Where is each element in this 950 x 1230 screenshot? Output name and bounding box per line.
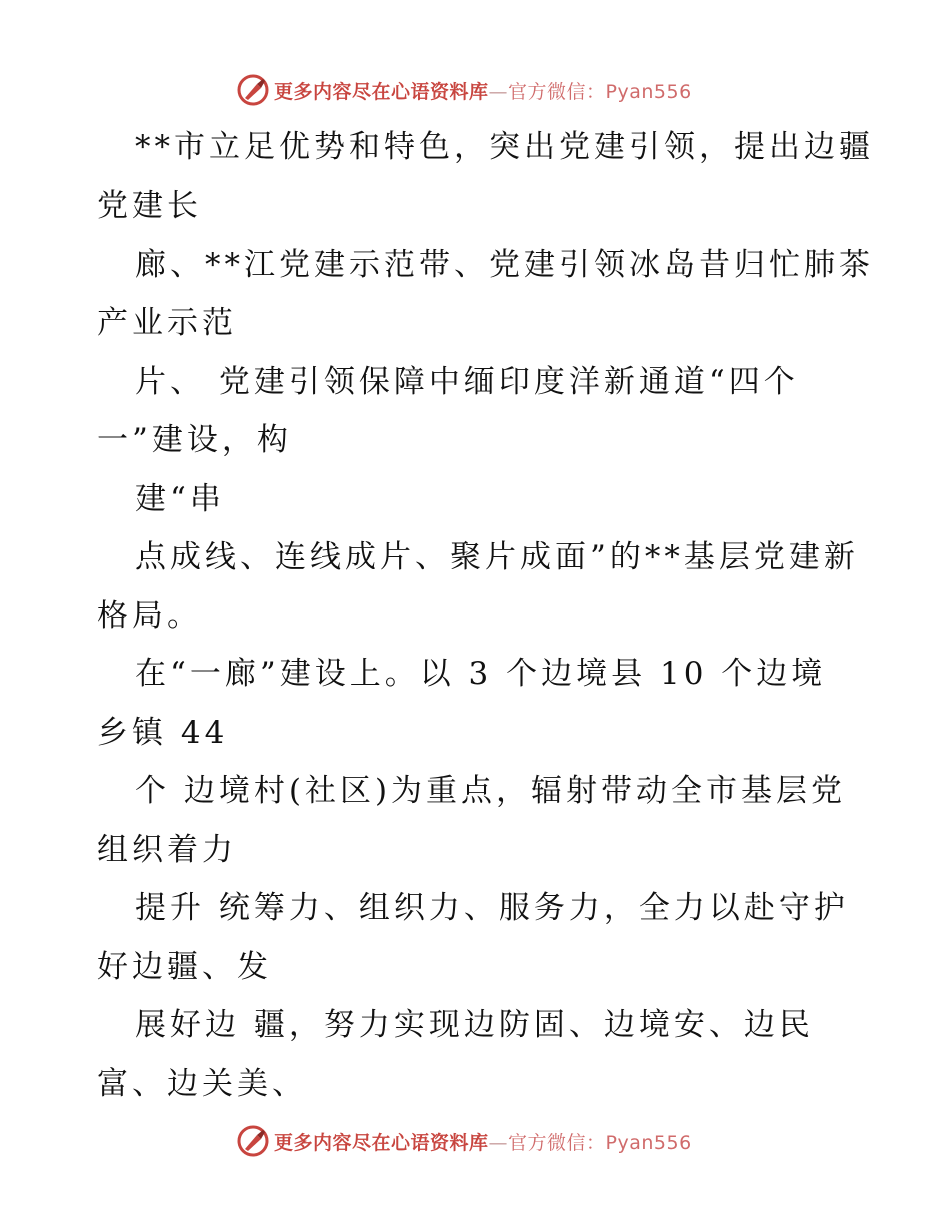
body-line: 一”建设，构 <box>97 422 292 458</box>
body-line: 在“一廊”建设上。以 3 个边境县 10 个边境 <box>135 656 827 692</box>
body-line: 个 边境村(社区)为重点，辐射带动全市基层党 <box>135 773 847 809</box>
body-line: 乡镇 44 <box>97 715 229 751</box>
body-line: 好边疆、发 <box>97 949 272 985</box>
body-line: 格局。 <box>97 598 202 634</box>
banner-wechat-text: 官方微信：Pyan556 <box>508 80 692 103</box>
footer-banner <box>236 1124 692 1158</box>
banner-site-text: 更多内容尽在心语资料库 <box>274 80 489 103</box>
banner-dash: — <box>488 80 509 103</box>
body-line: 组织着力 <box>97 832 237 868</box>
banner-dash: — <box>488 1131 509 1154</box>
pen-nib-logo-icon <box>236 1124 270 1158</box>
body-line: 建“串 <box>135 481 225 517</box>
pen-nib-logo-icon <box>236 73 270 107</box>
body-line: 片、 党建引领保障中缅印度洋新通道“四个 <box>135 364 799 400</box>
banner-text <box>274 1128 692 1155</box>
body-line: 富、边关美、 <box>97 1066 307 1102</box>
body-line: 廊、**江党建示范带、党建引领冰岛昔归忙肺茶 <box>135 247 874 283</box>
body-line: 点成线、连线成片、聚片成面”的**基层党建新 <box>135 539 859 575</box>
body-line: 产业示范 <box>97 305 237 341</box>
body-line: 党建长 <box>97 188 202 224</box>
body-line: 提升 统筹力、组织力、服务力，全力以赴守护 <box>135 890 849 926</box>
body-line: 展好边 疆，努力实现边防固、边境安、边民 <box>135 1007 814 1043</box>
banner-site-text: 更多内容尽在心语资料库 <box>274 1131 489 1154</box>
banner-wechat-text: 官方微信：Pyan556 <box>508 1131 692 1154</box>
banner-text <box>274 77 692 104</box>
header-banner <box>236 73 692 107</box>
body-line: **市立足优势和特色，突出党建引领，提出边疆 <box>135 129 874 165</box>
